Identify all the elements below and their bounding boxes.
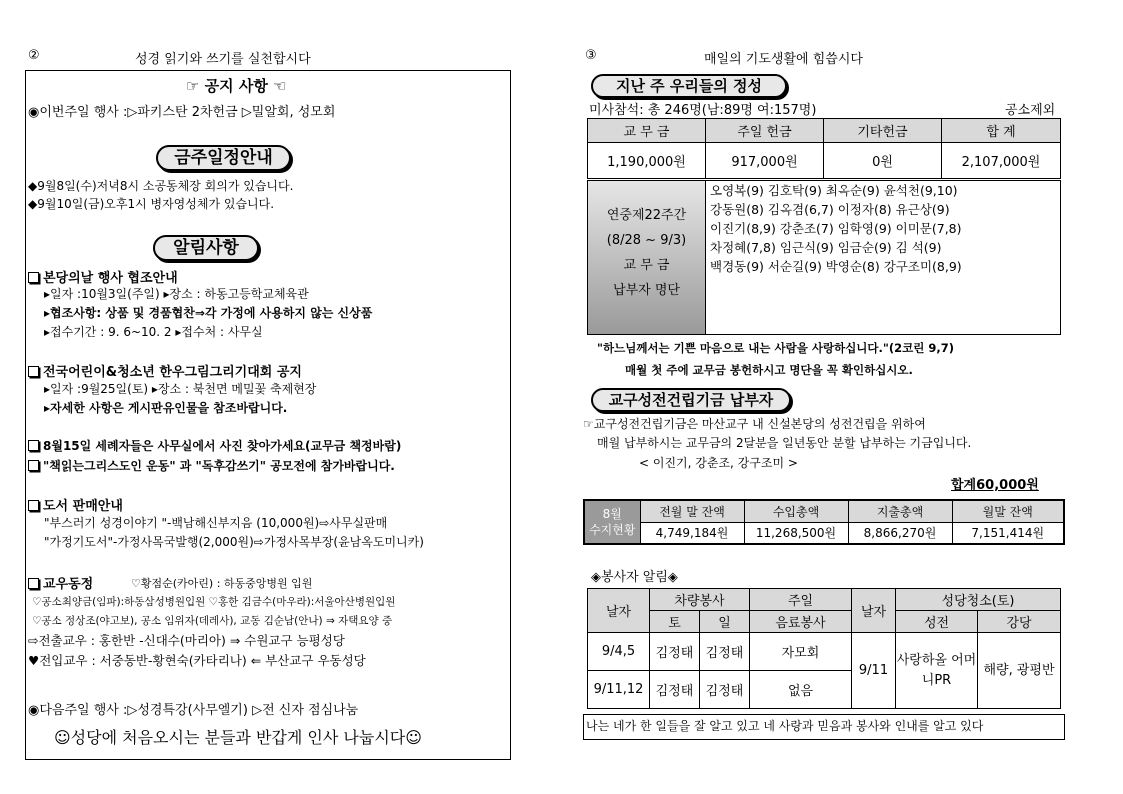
finance-value-expense: 8,866,270원 <box>848 522 952 544</box>
parish-day-line-1: ▸일자 :10월3일(주일) ▸장소 : 하동고등학교체육관 <box>44 287 309 301</box>
donor-label <box>588 181 706 334</box>
this-week-events: ◉이번주일 행사 :▷파키스탄 2차헌금 ▷밀알회, 성모회 <box>28 105 336 120</box>
fund-desc-1: ☞교구성전건립기금은 마산교구 내 신설본당의 성전건립을 위하여 <box>583 417 926 431</box>
donor-list <box>710 181 962 276</box>
offering-table <box>587 118 1061 179</box>
offering-header-other: 기타헌금 <box>824 119 942 143</box>
table-row <box>588 633 1061 671</box>
finance-header-end: 월말 잔액 <box>952 500 1064 522</box>
square-bullet-icon <box>28 500 39 511</box>
fund-desc-2: 매월 납부하시는 교무금의 2달분을 일년동안 분할 납부하는 기금입니다. <box>597 436 972 450</box>
vol-row-date: 9/4,5 <box>588 633 650 671</box>
announcements-title: 알림사항 <box>153 235 259 261</box>
finance-value-prev: 4,749,184원 <box>640 522 744 544</box>
finance-label <box>584 500 640 544</box>
offering-value-dues: 1,190,000원 <box>588 143 706 179</box>
vol-header-sat: 토 <box>650 611 700 633</box>
weekday-line-2: ◆9월10일(금)오후1시 병자영성체가 있습니다. <box>28 197 275 211</box>
finance-header-expense: 지출총액 <box>848 500 952 522</box>
offering-header-dues: 교 무 금 <box>588 119 706 143</box>
vol-row-date: 9/11,12 <box>588 671 650 709</box>
offering-header-sunday: 주일 헌금 <box>706 119 824 143</box>
finance-header-income: 수입총액 <box>744 500 848 522</box>
left-page-number: ② <box>28 48 40 63</box>
donor-box <box>587 180 1061 335</box>
square-bullet-icon <box>28 578 39 589</box>
attendance-note: 공소제외 <box>1005 103 1056 118</box>
offering-value-sunday: 917,000원 <box>706 143 824 179</box>
fund-total: 합계60,000원 <box>951 478 1039 493</box>
finance-label-month: 8월 <box>602 507 622 521</box>
drawing-contest-line-1: ▸일자 :9월25일(토) ▸장소 : 북천면 메밀꽃 축제현장 <box>44 382 317 396</box>
weekday-line-1: ◆9월8일(수)저녁8시 소공동체장 회의가 있습니다. <box>28 179 294 193</box>
volunteer-title: ◈봉사자 알림◈ <box>591 570 678 585</box>
vol-header-sun: 일 <box>700 611 750 633</box>
vol-header-date2: 날자 <box>852 589 896 633</box>
finance-value-end: 7,151,414원 <box>952 522 1064 544</box>
book-sale-line-1: "부스러기 성경이야기 "-백남해신부지음 (10,000원)⇨사무실판매 <box>44 516 388 530</box>
bible-quote: "하느님께서는 기쁜 마음으로 내는 사람을 사랑하십니다."(2코린 9,7) <box>597 341 954 355</box>
square-bullet-icon <box>28 460 39 471</box>
notice-title: ☞ 공지 사항 ☜ <box>186 77 287 95</box>
offering-header-total: 합 계 <box>942 119 1061 143</box>
vol-row-sat: 김정태 <box>650 633 700 671</box>
section-reading-campaign: "책읽는그리스도인 운동" 과 "독후감쓰기" 공모전에 참가바랍니다. <box>28 457 395 474</box>
finance-table <box>583 499 1065 545</box>
finance-label-status: 수지현황 <box>589 523 636 537</box>
section-parish-day: 본당의날 행사 협조안내 <box>28 267 178 286</box>
volunteer-table <box>587 588 1061 709</box>
dues-reminder: 매월 첫 주에 교무금 봉헌하시고 명단을 꼭 확인하십시오. <box>625 363 913 377</box>
vol-header-clean: 성당청소(토) <box>896 589 1061 611</box>
vol-clean-hall: 해량, 광평반 <box>978 633 1061 709</box>
square-bullet-icon <box>28 440 39 451</box>
transfer-out: ⇨전출교우 : 홍한반 -신대수(마리아) ⇒ 수원교구 능평성당 <box>28 633 345 648</box>
vol-header-date: 날자 <box>588 589 650 633</box>
donor-label-week: 연중제22주간 <box>606 208 687 223</box>
vol-header-drink: 음료봉사 <box>750 611 852 633</box>
left-page-header: 성경 읽기와 쓰기를 실천합시다 <box>135 52 311 67</box>
vol-row-sun: 김정태 <box>700 671 750 709</box>
vol-header-car: 차량봉사 <box>650 589 750 611</box>
donor-label-dates: (8/28 ~ 9/3) <box>606 233 687 248</box>
right-page-number: ③ <box>585 48 597 63</box>
donor-label-dues: 교 무 금 <box>623 258 670 273</box>
section-drawing-contest: 전국어린이&청소년 한우그림그리기대회 공지 <box>28 361 302 380</box>
building-fund-title: 교구성전건립기금 납부자 <box>591 388 791 412</box>
bottom-quote: 나는 네가 한 일들을 잘 알고 있고 네 사랑과 믿음과 봉사와 인내를 알고 있다 <box>583 714 1065 740</box>
offering-value-total: 2,107,000원 <box>942 143 1061 179</box>
section-book-sale: 도서 판매안내 <box>28 495 123 514</box>
finance-value-income: 11,268,500원 <box>744 522 848 544</box>
donor-line: 강동원(8) 김옥겸(6,7) 이정자(8) 유근상(9) <box>710 202 950 217</box>
next-week-events: ◉다음주일 행사 :▷성경특강(사무엘기) ▷전 신자 점심나눔 <box>28 703 359 718</box>
vol-row-sun: 김정태 <box>700 633 750 671</box>
welcome-greeting: ☺성당에 처음오시는 분들과 반갑게 인사 나눕시다☺ <box>54 728 422 747</box>
right-page-header: 매일의 기도생활에 힘씁시다 <box>704 52 863 67</box>
vol-clean-sanctuary: 사랑하올 어머니PR <box>896 633 978 709</box>
mass-attendance: 미사참석: 총 246명(남:89명 여:157명) <box>589 103 817 118</box>
donor-line: 백경동(9) 서순길(9) 박영순(8) 강구조미(8,9) <box>710 259 962 274</box>
vol-header-sanctuary: 성전 <box>896 611 978 633</box>
section-member-news: 교우동정 <box>28 573 93 592</box>
book-sale-line-2: "가정기도서"-가정사목국발행(2,000원)⇨가정사목부장(윤남옥도미니카) <box>44 535 424 549</box>
left-panel <box>25 70 511 760</box>
transfer-in: ♥전입교우 : 서중동반-황현숙(카타리나) ⇐ 부산교구 우동성당 <box>28 653 366 668</box>
vol-header-sunday: 주일 <box>750 589 852 611</box>
parish-day-line-2: ▸협조사항: 상품 및 경품협찬⇒각 가정에 사용하지 않는 신상품 <box>44 306 373 320</box>
donor-line: 이진기(8,9) 강춘조(7) 임학영(9) 이미문(7,8) <box>710 221 962 236</box>
right-panel <box>583 70 1068 760</box>
square-bullet-icon <box>28 366 39 377</box>
donor-label-list: 납부자 명단 <box>613 283 680 298</box>
weekday-schedule-title: 금주일정안내 <box>156 145 291 171</box>
square-bullet-icon <box>28 272 39 283</box>
member-news-line-1: ♡황점순(카아린) : 하동중앙병원 입원 <box>131 577 313 590</box>
vol-clean-date: 9/11 <box>852 633 896 709</box>
offering-value-other: 0원 <box>824 143 942 179</box>
finance-header-prev: 전월 말 잔액 <box>640 500 744 522</box>
section-baptism-photos: 8월15일 세례자들은 사무실에서 사진 찾아가세요(교무금 책정바람) <box>28 437 401 454</box>
member-news-line-3: ♡공소 정상조(야고보), 공소 임위자(데레사), 교동 김순남(안나) ⇒ 자택요양 중 <box>32 615 393 627</box>
drawing-contest-line-2: ▸자세한 사항은 게시판유인물을 참조바랍니다. <box>44 401 288 415</box>
donor-line: 오영복(9) 김호탁(9) 최옥순(9) 윤석천(9,10) <box>710 183 958 198</box>
vol-row-sat: 김정태 <box>650 671 700 709</box>
vol-header-hall: 강당 <box>978 611 1061 633</box>
vol-row-drink: 자모회 <box>750 633 852 671</box>
offering-title: 지난 주 우리들의 정성 <box>591 74 787 98</box>
member-news-line-2: ♡공소최양금(임파):하동삼성병원입원 ♡홍한 김금수(마우라):서울아산병원입원 <box>32 596 396 608</box>
vol-row-drink: 없음 <box>750 671 852 709</box>
donor-line: 차정혜(7,8) 임근식(9) 임금순(9) 김 석(9) <box>710 240 942 255</box>
fund-donors: < 이진기, 강춘조, 강구조미 > <box>639 456 798 470</box>
parish-day-line-3: ▸접수기간 : 9. 6~10. 2 ▸접수처 : 사무실 <box>44 325 263 339</box>
